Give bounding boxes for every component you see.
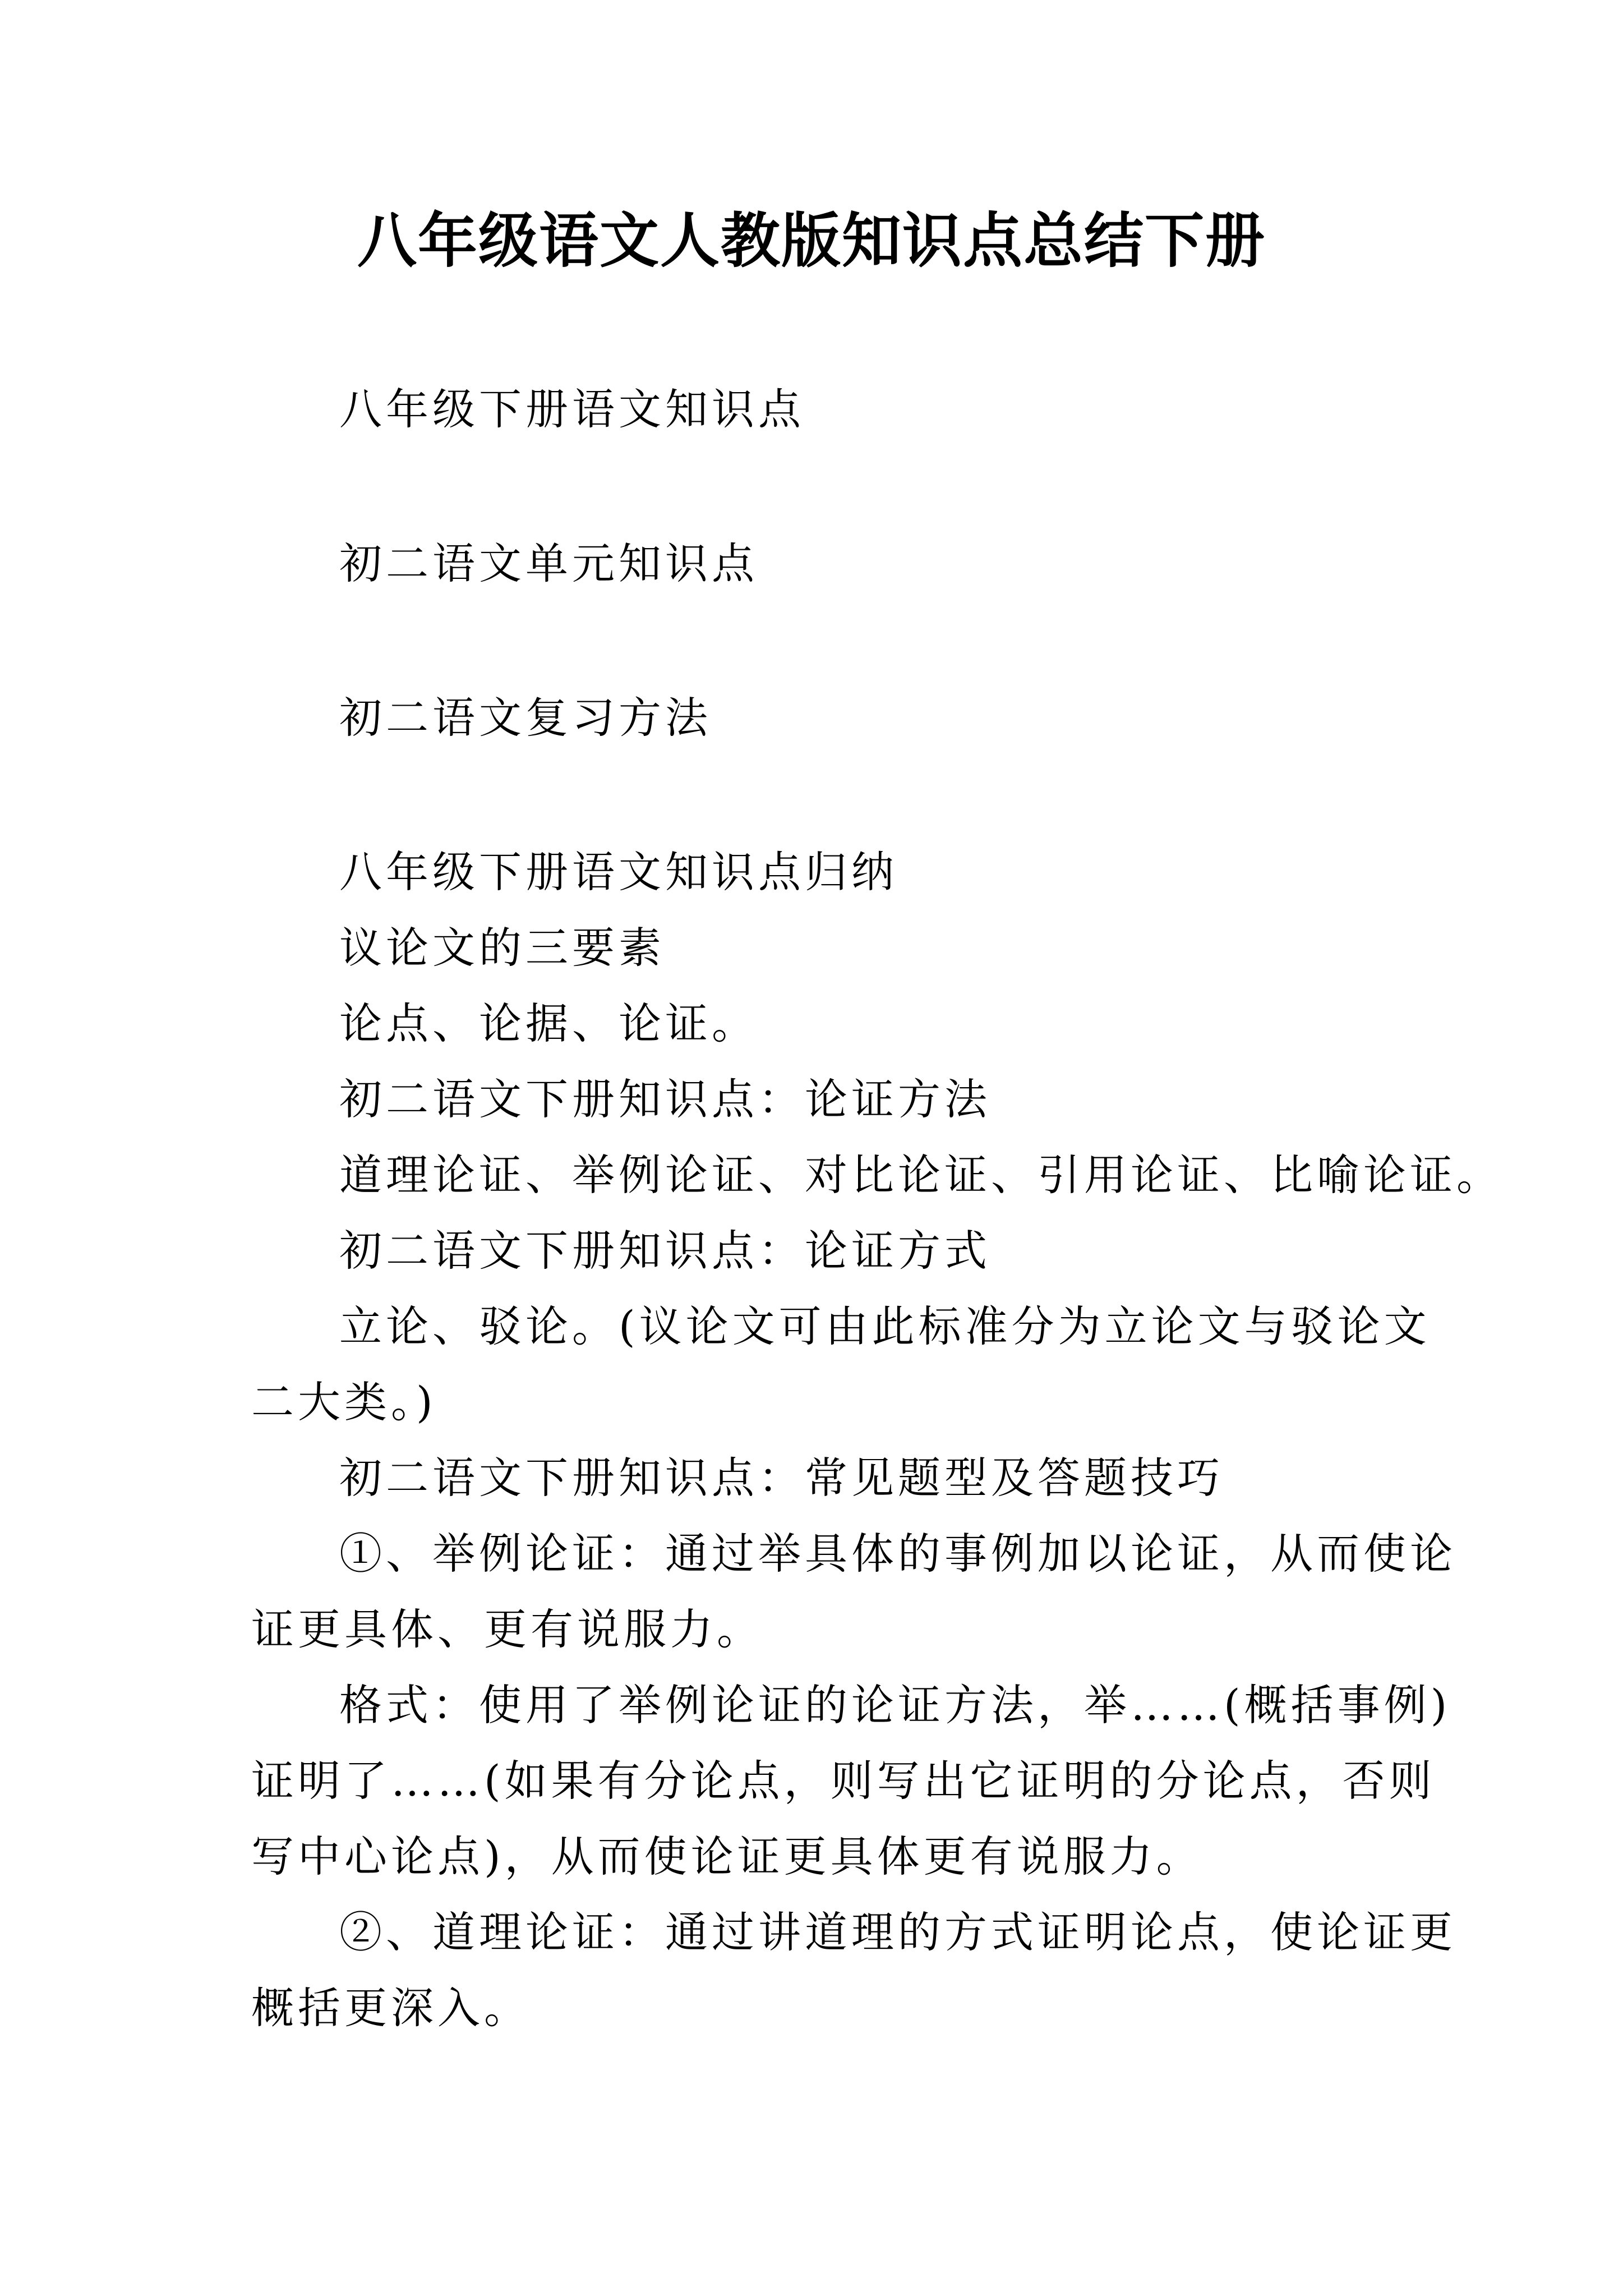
text-line-review-methods: 初二语文复习方法: [339, 693, 712, 743]
text-line-format: 格式：使用了举例论证的论证方法，举……(概括事例): [339, 1680, 1451, 1730]
text-line-format-cont-1: 证明了……(如果有分论点，则写出它证明的分论点，否则: [251, 1756, 1436, 1806]
text-line-modes-cont: 二大类。): [251, 1377, 437, 1427]
text-line-modes-heading: 初二语文下册知识点：论证方式: [339, 1226, 991, 1276]
text-line-methods: 道理论证、举例论证、对比论证、引用论证、比喻论证。: [339, 1150, 1503, 1200]
text-line-question-types-heading: 初二语文下册知识点：常见题型及答题技巧: [339, 1453, 1224, 1503]
text-line-three-elements: 论点、论据、论证。: [339, 999, 758, 1048]
document-title: 八年级语文人教版知识点总结下册: [357, 206, 1266, 275]
text-line-reason-argument: ②、道理论证：通过讲道理的方式证明论点，使论证更: [339, 1907, 1456, 1957]
text-line-three-elements-heading: 议论文的三要素: [339, 923, 665, 973]
text-line-example-argument: ①、举例论证：通过举具体的事例加以论证，从而使论: [339, 1529, 1456, 1579]
text-line-summary-heading: 八年级下册语文知识点归纳: [339, 847, 898, 897]
text-line-methods-heading: 初二语文下册知识点：论证方法: [339, 1074, 991, 1124]
text-line-modes: 立论、驳论。(议论文可由此标准分为立论文与驳论文: [339, 1301, 1431, 1351]
text-line-format-cont-2: 写中心论点)，从而使论证更具体更有说服力。: [251, 1832, 1203, 1881]
text-line-reason-argument-cont: 概括更深入。: [251, 1983, 531, 2033]
text-line-example-argument-cont: 证更具体、更有说服力。: [251, 1604, 763, 1654]
text-line-unit-points: 初二语文单元知识点: [339, 539, 758, 588]
text-line-knowledge-points: 八年级下册语文知识点: [339, 384, 805, 434]
